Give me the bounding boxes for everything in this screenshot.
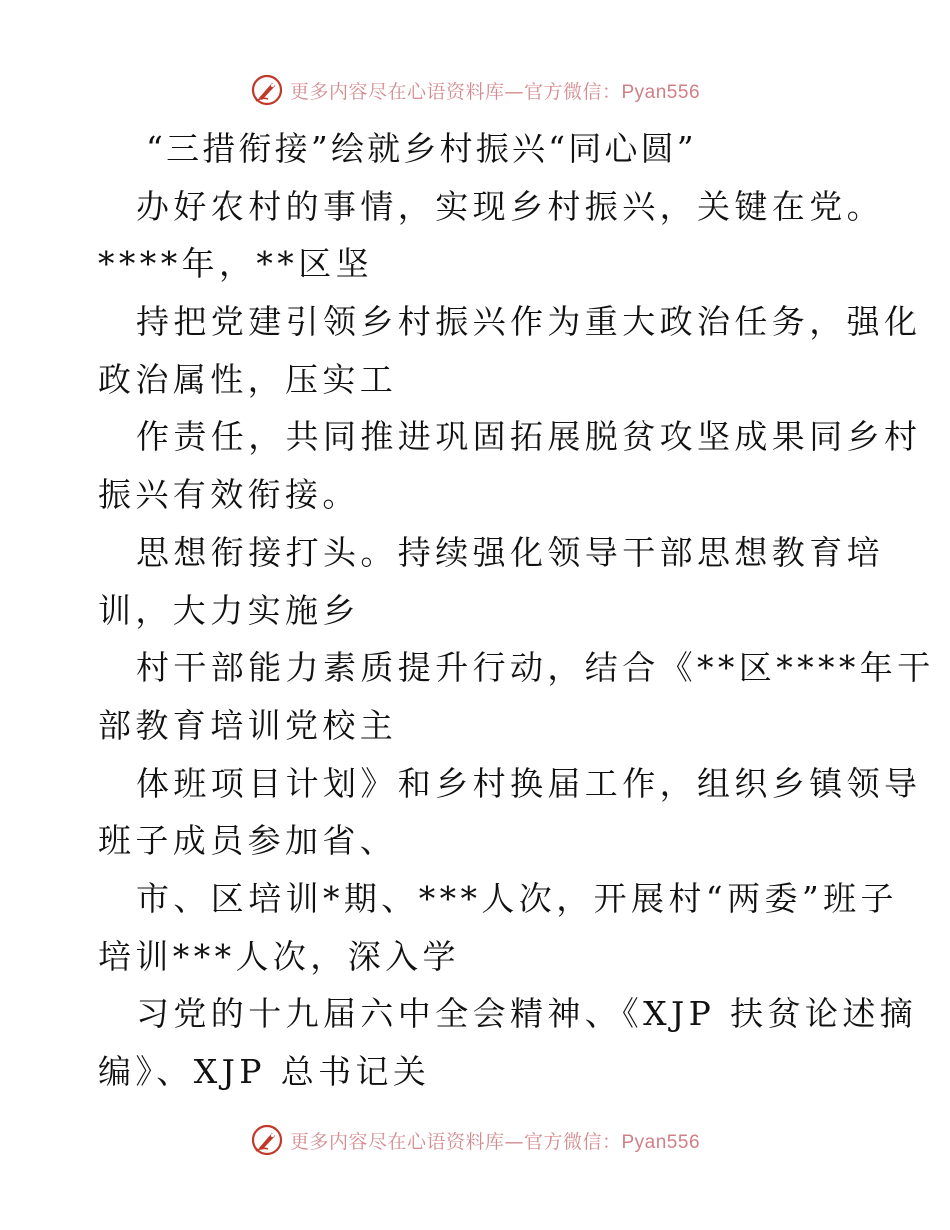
paragraph-line: 振兴有效衔接。 bbox=[98, 475, 360, 515]
paragraph-line: 班子成员参加省、 bbox=[98, 821, 398, 861]
paragraph-line: 思想衔接打头。持续强化领导干部思想教育培 bbox=[136, 532, 884, 572]
watermark-text: 更多内容尽在心语资料库—官方微信：Pyan556 bbox=[289, 1130, 701, 1153]
paragraph-line: 编》、XJP 总书记关 bbox=[98, 1052, 431, 1091]
document-body bbox=[98, 120, 935, 1101]
paragraph-line: 村干部能力素质提升行动，结合《**区****年干 bbox=[136, 648, 935, 688]
paragraph-line: 办好农村的事情，实现乡村振兴，关键在党。 bbox=[136, 186, 884, 226]
pen-nib-logo-icon bbox=[250, 1123, 284, 1157]
watermark-text: 更多内容尽在心语资料库—官方微信：Pyan556 bbox=[289, 80, 701, 103]
paragraph-line: 体班项目计划》和乡村换届工作，组织乡镇领导 bbox=[136, 763, 922, 803]
paragraph-line: 部教育培训党校主 bbox=[98, 705, 398, 745]
paragraph-line: 持把党建引领乡村振兴作为重大政治任务，强化 bbox=[136, 302, 922, 342]
pen-nib-logo-icon bbox=[250, 73, 284, 107]
paragraph-line: 习党的十九届六中全会精神、《XJP 扶贫论述摘 bbox=[136, 994, 918, 1034]
paragraph-line: 培训***人次，深入学 bbox=[98, 936, 460, 976]
paragraph-line: 训，大力实施乡 bbox=[98, 590, 360, 630]
paragraph-line: 政治属性，压实工 bbox=[98, 359, 398, 399]
paragraph-line: 作责任，共同推进巩固拓展脱贫攻坚成果同乡村 bbox=[136, 417, 922, 457]
watermark-wechat-id: Pyan556 bbox=[621, 1131, 701, 1153]
watermark-header bbox=[0, 70, 950, 110]
watermark-wechat-id: Pyan556 bbox=[621, 81, 701, 103]
paragraph-line: 市、区培训*期、***人次，开展村“两委”班子 bbox=[136, 878, 898, 918]
document-title: “三措衔接”绘就乡村振兴“同心圆” bbox=[146, 129, 697, 168]
watermark-footer bbox=[0, 1120, 950, 1160]
paragraph-line: ****年，**区坚 bbox=[98, 244, 373, 284]
